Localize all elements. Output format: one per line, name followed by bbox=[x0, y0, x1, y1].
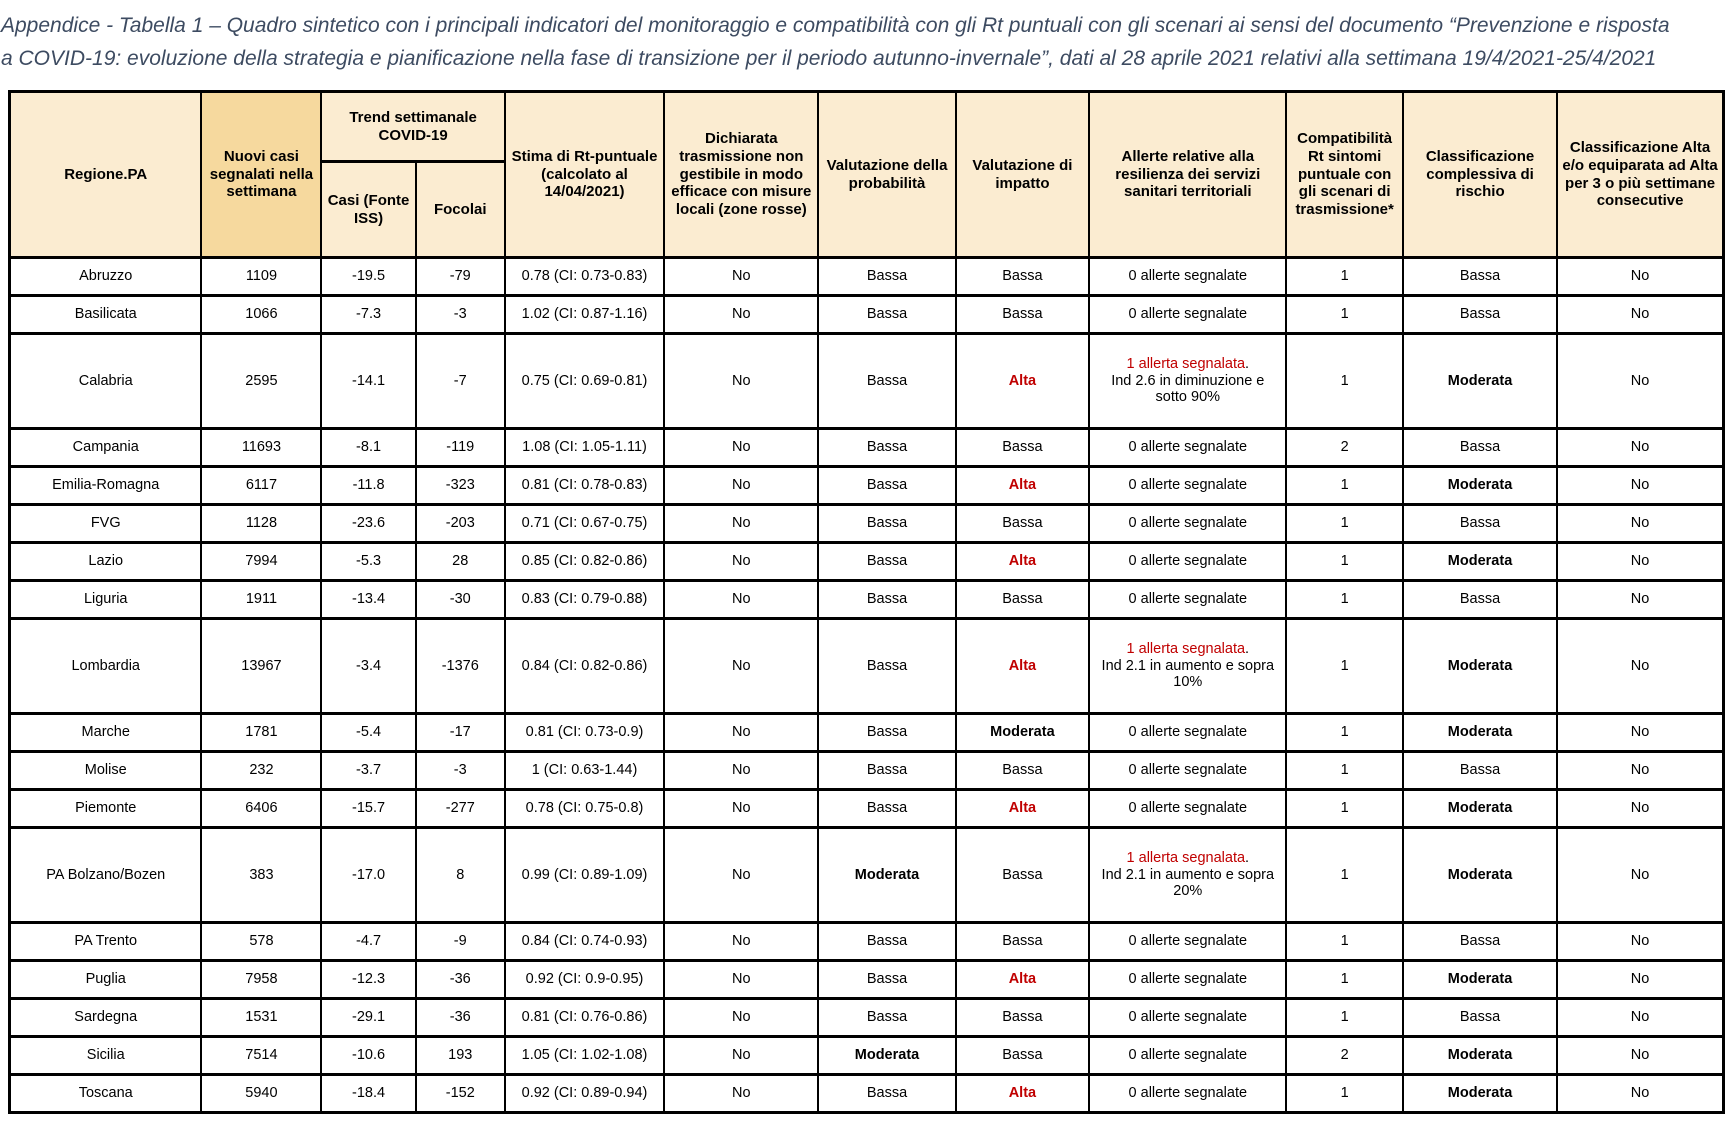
cell-region: Basilicata bbox=[10, 296, 202, 334]
cell-impact: Alta bbox=[956, 1075, 1090, 1113]
cell-high-3weeks: No bbox=[1557, 752, 1723, 790]
cell-high-3weeks: No bbox=[1557, 1075, 1723, 1113]
cell-trend-cases: -3.7 bbox=[321, 752, 415, 790]
cell-probability: Bassa bbox=[818, 999, 955, 1037]
cell-trend-outbreaks: -79 bbox=[416, 258, 505, 296]
cell-impact: Alta bbox=[956, 961, 1090, 999]
table-row bbox=[10, 619, 1724, 714]
cell-trend-cases: -23.6 bbox=[321, 505, 415, 543]
cell-rt: 0.78 (CI: 0.75-0.8) bbox=[505, 790, 664, 828]
cell-trend-outbreaks: -7 bbox=[416, 334, 505, 429]
cell-alerts bbox=[1089, 429, 1286, 467]
title-line-1: Appendice - Tabella 1 – Quadro sintetico con i principali indicatori del monitoraggio e compatibilità con gli Rt puntuali con gli scenari ai sensi del documento “Prevenzione e risposta bbox=[1, 14, 1670, 37]
cell-scenario-compat: 1 bbox=[1286, 296, 1403, 334]
alert-text: 0 allerte segnalate bbox=[1128, 591, 1248, 608]
cell-scenario-compat: 1 bbox=[1286, 1075, 1403, 1113]
alert-text: 0 allerte segnalate bbox=[1128, 515, 1248, 532]
cell-probability: Bassa bbox=[818, 714, 955, 752]
cell-rt: 0.78 (CI: 0.73-0.83) bbox=[505, 258, 664, 296]
cell-impact: Bassa bbox=[956, 429, 1090, 467]
cell-rt: 0.83 (CI: 0.79-0.88) bbox=[505, 581, 664, 619]
cell-high-3weeks: No bbox=[1557, 505, 1723, 543]
table-row bbox=[10, 923, 1724, 961]
cell-new-cases: 383 bbox=[201, 828, 321, 923]
cell-new-cases: 1109 bbox=[201, 258, 321, 296]
col-header-alerts: Allerte relative alla resilienza dei servizi sanitari territoriali bbox=[1089, 92, 1286, 258]
cell-trend-outbreaks: -203 bbox=[416, 505, 505, 543]
cell-impact: Bassa bbox=[956, 581, 1090, 619]
cell-red-zone: No bbox=[664, 467, 818, 505]
cell-trend-cases: -8.1 bbox=[321, 429, 415, 467]
cell-probability: Bassa bbox=[818, 581, 955, 619]
cell-alerts bbox=[1089, 961, 1286, 999]
alert-text: 0 allerte segnalate bbox=[1128, 268, 1248, 285]
cell-overall-risk: Moderata bbox=[1403, 790, 1557, 828]
cell-impact: Moderata bbox=[956, 714, 1090, 752]
alert-text: 0 allerte segnalate bbox=[1128, 439, 1248, 456]
cell-trend-cases: -14.1 bbox=[321, 334, 415, 429]
alert-text: 0 allerte segnalate bbox=[1128, 1047, 1248, 1064]
cell-probability: Bassa bbox=[818, 619, 955, 714]
cell-impact: Bassa bbox=[956, 828, 1090, 923]
cell-high-3weeks: No bbox=[1557, 334, 1723, 429]
cell-overall-risk: Moderata bbox=[1403, 961, 1557, 999]
cell-new-cases: 7514 bbox=[201, 1037, 321, 1075]
table-row bbox=[10, 296, 1724, 334]
cell-overall-risk: Bassa bbox=[1403, 505, 1557, 543]
table-row bbox=[10, 828, 1724, 923]
cell-region: Marche bbox=[10, 714, 202, 752]
cell-scenario-compat: 1 bbox=[1286, 999, 1403, 1037]
cell-scenario-compat: 1 bbox=[1286, 790, 1403, 828]
cell-trend-outbreaks: 28 bbox=[416, 543, 505, 581]
cell-trend-cases: -10.6 bbox=[321, 1037, 415, 1075]
cell-rt: 1.02 (CI: 0.87-1.16) bbox=[505, 296, 664, 334]
cell-impact: Bassa bbox=[956, 999, 1090, 1037]
cell-impact: Alta bbox=[956, 467, 1090, 505]
alert-text: . bbox=[1245, 355, 1250, 372]
cell-alerts bbox=[1089, 923, 1286, 961]
cell-trend-outbreaks: -36 bbox=[416, 961, 505, 999]
cell-overall-risk: Moderata bbox=[1403, 334, 1557, 429]
alert-text: 0 allerte segnalate bbox=[1128, 306, 1248, 323]
cell-region: Lombardia bbox=[10, 619, 202, 714]
cell-region: Sicilia bbox=[10, 1037, 202, 1075]
cell-overall-risk: Moderata bbox=[1403, 619, 1557, 714]
cell-probability: Bassa bbox=[818, 334, 955, 429]
cell-rt: 0.84 (CI: 0.74-0.93) bbox=[505, 923, 664, 961]
cell-high-3weeks: No bbox=[1557, 429, 1723, 467]
cell-trend-cases: -11.8 bbox=[321, 467, 415, 505]
cell-alerts bbox=[1089, 334, 1286, 429]
cell-probability: Moderata bbox=[818, 1037, 955, 1075]
table-row bbox=[10, 429, 1724, 467]
table-row bbox=[10, 467, 1724, 505]
cell-high-3weeks: No bbox=[1557, 961, 1723, 999]
cell-region: Emilia-Romagna bbox=[10, 467, 202, 505]
col-header-new-cases: Nuovi casi segnalati nella settimana bbox=[201, 92, 321, 258]
cell-red-zone: No bbox=[664, 296, 818, 334]
cell-new-cases: 1531 bbox=[201, 999, 321, 1037]
cell-red-zone: No bbox=[664, 752, 818, 790]
cell-red-zone: No bbox=[664, 828, 818, 923]
cell-impact: Bassa bbox=[956, 505, 1090, 543]
cell-new-cases: 1066 bbox=[201, 296, 321, 334]
cell-trend-cases: -5.4 bbox=[321, 714, 415, 752]
cell-probability: Bassa bbox=[818, 296, 955, 334]
cell-scenario-compat: 1 bbox=[1286, 581, 1403, 619]
cell-red-zone: No bbox=[664, 429, 818, 467]
cell-trend-outbreaks: -119 bbox=[416, 429, 505, 467]
cell-region: Lazio bbox=[10, 543, 202, 581]
table-row bbox=[10, 581, 1724, 619]
cell-new-cases: 11693 bbox=[201, 429, 321, 467]
alert-text: Ind 2.1 in aumento e sopra 10% bbox=[1101, 657, 1275, 691]
cell-overall-risk: Moderata bbox=[1403, 543, 1557, 581]
cell-alerts bbox=[1089, 296, 1286, 334]
cell-trend-outbreaks: -17 bbox=[416, 714, 505, 752]
cell-trend-cases: -7.3 bbox=[321, 296, 415, 334]
cell-high-3weeks: No bbox=[1557, 619, 1723, 714]
cell-region: Piemonte bbox=[10, 790, 202, 828]
table-row bbox=[10, 1037, 1724, 1075]
cell-red-zone: No bbox=[664, 334, 818, 429]
cell-probability: Bassa bbox=[818, 258, 955, 296]
cell-scenario-compat: 1 bbox=[1286, 619, 1403, 714]
cell-probability: Bassa bbox=[818, 790, 955, 828]
cell-overall-risk: Moderata bbox=[1403, 828, 1557, 923]
cell-trend-outbreaks: -152 bbox=[416, 1075, 505, 1113]
cell-rt: 0.75 (CI: 0.69-0.81) bbox=[505, 334, 664, 429]
cell-impact: Alta bbox=[956, 619, 1090, 714]
table-row bbox=[10, 999, 1724, 1037]
col-header-scenario-compat: Compatibilità Rt sintomi puntuale con gli scenari di trasmissione* bbox=[1286, 92, 1403, 258]
cell-new-cases: 578 bbox=[201, 923, 321, 961]
alert-text: Ind 2.1 in aumento e sopra 20% bbox=[1101, 866, 1275, 900]
cell-trend-cases: -18.4 bbox=[321, 1075, 415, 1113]
cell-trend-outbreaks: -30 bbox=[416, 581, 505, 619]
cell-high-3weeks: No bbox=[1557, 581, 1723, 619]
cell-probability: Moderata bbox=[818, 828, 955, 923]
cell-overall-risk: Moderata bbox=[1403, 714, 1557, 752]
alert-text: 0 allerte segnalate bbox=[1128, 762, 1248, 779]
cell-trend-cases: -17.0 bbox=[321, 828, 415, 923]
cell-probability: Bassa bbox=[818, 467, 955, 505]
alert-text: 0 allerte segnalate bbox=[1128, 800, 1248, 817]
col-header-region: Regione.PA bbox=[10, 92, 202, 258]
cell-region: Calabria bbox=[10, 334, 202, 429]
cell-region: Molise bbox=[10, 752, 202, 790]
cell-new-cases: 6117 bbox=[201, 467, 321, 505]
cell-trend-outbreaks: -3 bbox=[416, 752, 505, 790]
cell-scenario-compat: 1 bbox=[1286, 334, 1403, 429]
cell-trend-cases: -19.5 bbox=[321, 258, 415, 296]
alert-text: . bbox=[1245, 849, 1250, 866]
cell-high-3weeks: No bbox=[1557, 999, 1723, 1037]
cell-alerts bbox=[1089, 752, 1286, 790]
cell-impact: Alta bbox=[956, 543, 1090, 581]
cell-probability: Bassa bbox=[818, 543, 955, 581]
table-row bbox=[10, 1075, 1724, 1113]
cell-new-cases: 1128 bbox=[201, 505, 321, 543]
cell-new-cases: 5940 bbox=[201, 1075, 321, 1113]
cell-trend-outbreaks: 8 bbox=[416, 828, 505, 923]
cell-scenario-compat: 1 bbox=[1286, 828, 1403, 923]
cell-region: PA Bolzano/Bozen bbox=[10, 828, 202, 923]
cell-rt: 0.81 (CI: 0.76-0.86) bbox=[505, 999, 664, 1037]
cell-trend-cases: -3.4 bbox=[321, 619, 415, 714]
monitoring-table bbox=[8, 90, 1725, 1114]
cell-trend-cases: -5.3 bbox=[321, 543, 415, 581]
document-title bbox=[0, 0, 1732, 75]
cell-region: FVG bbox=[10, 505, 202, 543]
cell-scenario-compat: 1 bbox=[1286, 258, 1403, 296]
cell-probability: Bassa bbox=[818, 429, 955, 467]
cell-probability: Bassa bbox=[818, 752, 955, 790]
cell-rt: 0.92 (CI: 0.89-0.94) bbox=[505, 1075, 664, 1113]
cell-new-cases: 6406 bbox=[201, 790, 321, 828]
cell-overall-risk: Bassa bbox=[1403, 258, 1557, 296]
cell-new-cases: 1911 bbox=[201, 581, 321, 619]
cell-scenario-compat: 1 bbox=[1286, 714, 1403, 752]
cell-high-3weeks: No bbox=[1557, 258, 1723, 296]
cell-high-3weeks: No bbox=[1557, 1037, 1723, 1075]
cell-red-zone: No bbox=[664, 999, 818, 1037]
cell-red-zone: No bbox=[664, 619, 818, 714]
alert-text-red: 1 allerta segnalata bbox=[1126, 640, 1246, 657]
cell-rt: 0.92 (CI: 0.9-0.95) bbox=[505, 961, 664, 999]
cell-alerts bbox=[1089, 1037, 1286, 1075]
cell-region: Sardegna bbox=[10, 999, 202, 1037]
cell-rt: 1.08 (CI: 1.05-1.11) bbox=[505, 429, 664, 467]
cell-rt: 0.71 (CI: 0.67-0.75) bbox=[505, 505, 664, 543]
cell-alerts bbox=[1089, 543, 1286, 581]
cell-rt: 0.85 (CI: 0.82-0.86) bbox=[505, 543, 664, 581]
cell-rt: 0.84 (CI: 0.82-0.86) bbox=[505, 619, 664, 714]
cell-alerts bbox=[1089, 258, 1286, 296]
table-header bbox=[10, 92, 1724, 258]
cell-impact: Bassa bbox=[956, 296, 1090, 334]
cell-scenario-compat: 1 bbox=[1286, 923, 1403, 961]
cell-trend-cases: -12.3 bbox=[321, 961, 415, 999]
cell-overall-risk: Moderata bbox=[1403, 467, 1557, 505]
cell-impact: Alta bbox=[956, 334, 1090, 429]
cell-region: Abruzzo bbox=[10, 258, 202, 296]
cell-red-zone: No bbox=[664, 543, 818, 581]
col-header-probability: Valutazione della probabilità bbox=[818, 92, 955, 258]
cell-new-cases: 13967 bbox=[201, 619, 321, 714]
cell-new-cases: 2595 bbox=[201, 334, 321, 429]
cell-region: PA Trento bbox=[10, 923, 202, 961]
col-header-trend-cases: Casi (Fonte ISS) bbox=[321, 162, 415, 258]
table-row bbox=[10, 961, 1724, 999]
cell-rt: 1.05 (CI: 1.02-1.08) bbox=[505, 1037, 664, 1075]
cell-trend-outbreaks: 193 bbox=[416, 1037, 505, 1075]
cell-impact: Alta bbox=[956, 790, 1090, 828]
cell-overall-risk: Bassa bbox=[1403, 296, 1557, 334]
cell-red-zone: No bbox=[664, 505, 818, 543]
cell-alerts bbox=[1089, 828, 1286, 923]
cell-alerts bbox=[1089, 505, 1286, 543]
cell-red-zone: No bbox=[664, 1075, 818, 1113]
title-line-2: a COVID-19: evoluzione della strategia e pianificazione nella fase di transizione per il periodo autunno-invernale”, dati al 28 aprile 2021 relativi alla settimana 19/4/2021-25/4/2021 bbox=[1, 47, 1657, 70]
cell-impact: Bassa bbox=[956, 1037, 1090, 1075]
alert-text-red: 1 allerta segnalata bbox=[1126, 849, 1246, 866]
cell-scenario-compat: 1 bbox=[1286, 752, 1403, 790]
cell-trend-outbreaks: -1376 bbox=[416, 619, 505, 714]
cell-red-zone: No bbox=[664, 714, 818, 752]
cell-trend-cases: -13.4 bbox=[321, 581, 415, 619]
cell-region: Liguria bbox=[10, 581, 202, 619]
cell-alerts bbox=[1089, 581, 1286, 619]
col-header-high-3weeks: Classificazione Alta e/o equiparata ad Alta per 3 o più settimane consecutive bbox=[1557, 92, 1723, 258]
cell-red-zone: No bbox=[664, 923, 818, 961]
cell-high-3weeks: No bbox=[1557, 296, 1723, 334]
alert-text: 0 allerte segnalate bbox=[1128, 724, 1248, 741]
cell-red-zone: No bbox=[664, 1037, 818, 1075]
cell-scenario-compat: 1 bbox=[1286, 961, 1403, 999]
cell-overall-risk: Bassa bbox=[1403, 429, 1557, 467]
table-row bbox=[10, 505, 1724, 543]
alert-text: 0 allerte segnalate bbox=[1128, 971, 1248, 988]
header-row-1 bbox=[10, 92, 1724, 162]
cell-alerts bbox=[1089, 1075, 1286, 1113]
cell-new-cases: 1781 bbox=[201, 714, 321, 752]
cell-new-cases: 232 bbox=[201, 752, 321, 790]
alert-text: . bbox=[1245, 640, 1250, 657]
table-row bbox=[10, 714, 1724, 752]
cell-trend-outbreaks: -9 bbox=[416, 923, 505, 961]
cell-impact: Bassa bbox=[956, 923, 1090, 961]
cell-impact: Bassa bbox=[956, 258, 1090, 296]
col-header-trend-group: Trend settimanale COVID-19 bbox=[321, 92, 504, 162]
cell-scenario-compat: 1 bbox=[1286, 543, 1403, 581]
cell-rt: 1 (CI: 0.63-1.44) bbox=[505, 752, 664, 790]
cell-trend-outbreaks: -36 bbox=[416, 999, 505, 1037]
alert-text: 0 allerte segnalate bbox=[1128, 553, 1248, 570]
alert-text: 0 allerte segnalate bbox=[1128, 1085, 1248, 1102]
cell-probability: Bassa bbox=[818, 961, 955, 999]
cell-scenario-compat: 1 bbox=[1286, 505, 1403, 543]
cell-new-cases: 7994 bbox=[201, 543, 321, 581]
alert-text: Ind 2.6 in diminuzione e sotto 90% bbox=[1111, 372, 1265, 406]
table-row bbox=[10, 790, 1724, 828]
cell-impact: Bassa bbox=[956, 752, 1090, 790]
cell-overall-risk: Bassa bbox=[1403, 581, 1557, 619]
table-row bbox=[10, 258, 1724, 296]
cell-overall-risk: Moderata bbox=[1403, 1037, 1557, 1075]
table-body bbox=[10, 258, 1724, 1113]
cell-rt: 0.81 (CI: 0.73-0.9) bbox=[505, 714, 664, 752]
alert-text-red: 1 allerta segnalata bbox=[1126, 355, 1246, 372]
cell-scenario-compat: 2 bbox=[1286, 429, 1403, 467]
cell-region: Toscana bbox=[10, 1075, 202, 1113]
cell-region: Campania bbox=[10, 429, 202, 467]
cell-alerts bbox=[1089, 619, 1286, 714]
cell-alerts bbox=[1089, 999, 1286, 1037]
alert-text: 0 allerte segnalate bbox=[1128, 477, 1248, 494]
cell-alerts bbox=[1089, 790, 1286, 828]
col-header-overall-risk: Classificazione complessiva di rischio bbox=[1403, 92, 1557, 258]
cell-trend-cases: -29.1 bbox=[321, 999, 415, 1037]
col-header-impact: Valutazione di impatto bbox=[956, 92, 1090, 258]
cell-rt: 0.99 (CI: 0.89-1.09) bbox=[505, 828, 664, 923]
cell-trend-cases: -15.7 bbox=[321, 790, 415, 828]
cell-high-3weeks: No bbox=[1557, 790, 1723, 828]
cell-overall-risk: Bassa bbox=[1403, 999, 1557, 1037]
cell-scenario-compat: 1 bbox=[1286, 467, 1403, 505]
cell-region: Puglia bbox=[10, 961, 202, 999]
cell-red-zone: No bbox=[664, 790, 818, 828]
cell-red-zone: No bbox=[664, 961, 818, 999]
alert-text: 0 allerte segnalate bbox=[1128, 1009, 1248, 1026]
cell-scenario-compat: 2 bbox=[1286, 1037, 1403, 1075]
cell-alerts bbox=[1089, 467, 1286, 505]
cell-high-3weeks: No bbox=[1557, 543, 1723, 581]
cell-overall-risk: Bassa bbox=[1403, 752, 1557, 790]
cell-trend-outbreaks: -323 bbox=[416, 467, 505, 505]
cell-probability: Bassa bbox=[818, 923, 955, 961]
cell-high-3weeks: No bbox=[1557, 923, 1723, 961]
table-row bbox=[10, 752, 1724, 790]
cell-high-3weeks: No bbox=[1557, 714, 1723, 752]
cell-overall-risk: Moderata bbox=[1403, 1075, 1557, 1113]
cell-probability: Bassa bbox=[818, 505, 955, 543]
cell-probability: Bassa bbox=[818, 1075, 955, 1113]
cell-trend-outbreaks: -3 bbox=[416, 296, 505, 334]
cell-high-3weeks: No bbox=[1557, 467, 1723, 505]
col-header-red-zone: Dichiarata trasmissione non gestibile in modo efficace con misure locali (zone rosse) bbox=[664, 92, 818, 258]
cell-trend-outbreaks: -277 bbox=[416, 790, 505, 828]
cell-new-cases: 7958 bbox=[201, 961, 321, 999]
col-header-rt: Stima di Rt-puntuale (calcolato al 14/04/2021) bbox=[505, 92, 664, 258]
alert-text: 0 allerte segnalate bbox=[1128, 933, 1248, 950]
table-row bbox=[10, 334, 1724, 429]
cell-trend-cases: -4.7 bbox=[321, 923, 415, 961]
cell-red-zone: No bbox=[664, 258, 818, 296]
cell-rt: 0.81 (CI: 0.78-0.83) bbox=[505, 467, 664, 505]
table-row bbox=[10, 543, 1724, 581]
cell-red-zone: No bbox=[664, 581, 818, 619]
cell-high-3weeks: No bbox=[1557, 828, 1723, 923]
cell-overall-risk: Bassa bbox=[1403, 923, 1557, 961]
cell-alerts bbox=[1089, 714, 1286, 752]
col-header-trend-outbreaks: Focolai bbox=[416, 162, 505, 258]
